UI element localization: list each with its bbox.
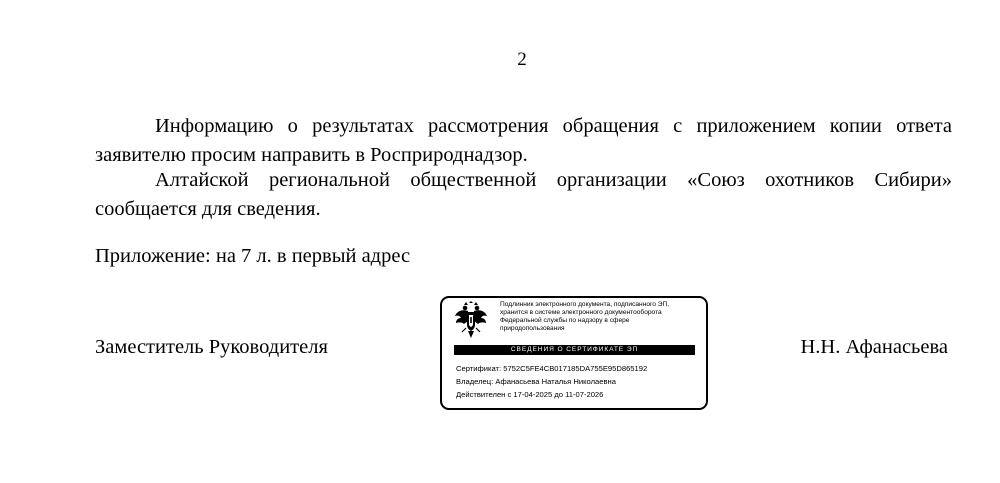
stamp-header-line: Федеральной службы по надзору в сфере bbox=[500, 317, 630, 324]
certificate-info-bar: СВЕДЕНИЯ О СЕРТИФИКАТЕ ЭП bbox=[454, 345, 695, 355]
paragraph-request: Информацию о результатах рассмотрения обращения с приложением копии ответа заявителю просим направить в Росприроднадзор. bbox=[95, 115, 952, 166]
signer-title: Заместитель Руководителя bbox=[95, 336, 328, 358]
stamp-header-line: хранится в системе электронного документооборота bbox=[500, 309, 662, 316]
attachment-note: Приложение: на 7 л. в первый адрес bbox=[95, 245, 411, 267]
certificate-owner: Владелец: Афанасьева Наталья Николаевна bbox=[456, 377, 616, 386]
stamp-header-line: природопользования bbox=[500, 325, 565, 332]
page-number: 2 bbox=[517, 49, 527, 70]
stamp-header bbox=[500, 301, 705, 333]
signer-name: Н.Н. Афанасьева bbox=[800, 336, 948, 358]
paragraph-information: Алтайской региональной общественной организации «Союз охотников Сибири» сообщается для сведения. bbox=[95, 169, 952, 220]
certificate-validity: Действителен с 17-04-2025 до 11-07-2026 bbox=[456, 390, 604, 399]
certificate-number: Сертификат: 5752C5FE4CB017185DA755E95D865192 bbox=[456, 364, 648, 373]
double-headed-eagle-emblem-icon bbox=[454, 301, 488, 341]
stamp-header-line: Подлинник электронного документа, подписанного ЭП, bbox=[500, 301, 670, 308]
signature-stamp bbox=[440, 296, 708, 410]
